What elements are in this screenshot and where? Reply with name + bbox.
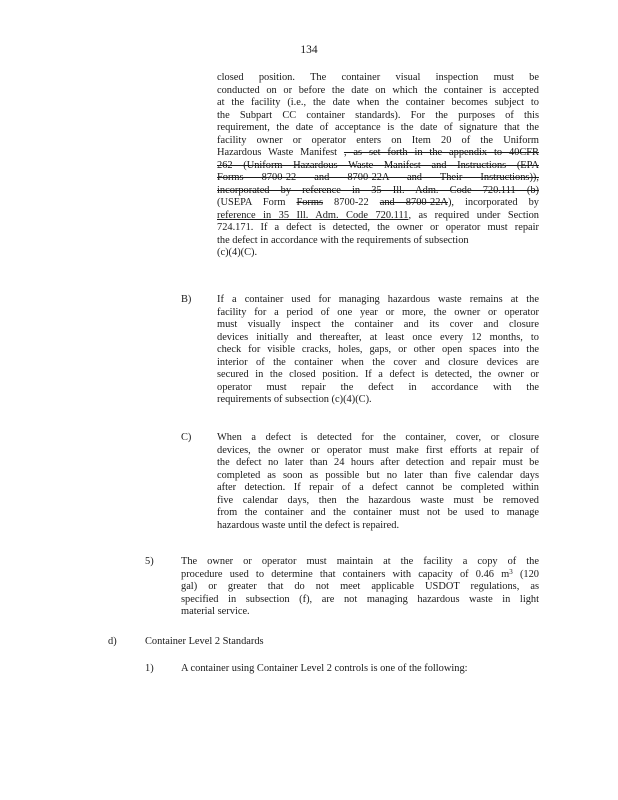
text-line: must visually inspect the container and its cover and closure	[217, 319, 539, 330]
text-line	[217, 185, 539, 198]
text-line	[217, 85, 539, 98]
text-run: Hazardous Waste Manifest	[217, 147, 344, 158]
text-line: devices initially and thereafter, at least once every 12 months, to	[217, 331, 539, 343]
continued-paragraph	[217, 72, 539, 260]
text-line: When a defect is detected for the container, cover, or closure	[217, 432, 539, 443]
text-run: 8700-22	[323, 197, 380, 208]
text-line: interior of the container when the cover and closure devices are	[217, 356, 539, 368]
text-line	[181, 569, 539, 582]
text-line: hazardous waste until the defect is repaired.	[217, 519, 400, 531]
text-line	[217, 110, 539, 123]
text-line: facility for a period of one year or more, the owner or operator	[217, 306, 539, 318]
text-line: material service.	[181, 606, 250, 617]
paragraph-5	[181, 556, 539, 619]
section-heading-d: Container Level 2 Standards	[145, 636, 264, 647]
text-run: facility owner or operator enters on Item 20 of the Uniform	[217, 134, 539, 146]
text-run: 724.171. If a defect is detected, the owner or operator must repair	[217, 222, 539, 233]
text-line: from the container and the container must not be used to manage	[217, 507, 539, 518]
text-line: gal) or greater that do not meet applicable USDOT regulations, as	[181, 581, 539, 592]
text-line	[217, 210, 539, 223]
struck-text: and 8700-22A	[379, 197, 448, 208]
text-run: the Subpart CC container standards). For the purposes of this	[217, 109, 539, 121]
paragraph-d1: A container using Container Level 2 controls is one of the following:	[181, 663, 468, 674]
struck-text: incorporated by reference in 35 Ill. Adm. Code 720.111 (b)	[217, 184, 539, 196]
text-line: five calendar days, then the hazardous waste must be removed	[217, 494, 539, 506]
text-run: requirement, the date of acceptance is the date of signature that the	[217, 122, 539, 133]
paragraph-B	[217, 294, 539, 407]
struck-text: Forms	[296, 197, 324, 208]
text-run: procedure used to determine that containers with capacity of 0.46 m	[181, 568, 510, 580]
text-line: after detection. If repair of a defect cannot be completed within	[217, 482, 539, 493]
section-label-d: d)	[108, 636, 117, 647]
superscript: 3	[509, 568, 513, 576]
page-number: 134	[300, 44, 318, 56]
text-line: operator must repair the defect in accordance with the	[217, 381, 539, 393]
struck-text: , as set forth in the appendix to 40CFR	[343, 147, 539, 158]
text-line	[217, 160, 539, 173]
text-run: , as required under Section	[408, 209, 539, 221]
text-line: specified in subsection (f), are not managing hazardous waste in light	[181, 593, 539, 605]
underlined-text: reference in 35 Ill. Adm. Code 720.111	[217, 209, 409, 221]
text-line: secured in the closed position. If a defect is detected, the owner or	[217, 369, 539, 380]
text-line	[217, 235, 539, 248]
text-run: at the facility (i.e., the date when the container becomes subject to	[217, 97, 539, 108]
text-run: (USEPA Form	[217, 197, 297, 208]
item-label-B: B)	[181, 294, 192, 305]
text-run: conducted on or before the date on which the container is accepted	[217, 84, 539, 96]
text-line: devices, the owner or operator must make first efforts at repair of	[217, 444, 539, 456]
text-line	[217, 172, 539, 185]
text-line: check for visible cracks, holes, gaps, or other open spaces into the	[217, 344, 539, 355]
item-label-5: 5)	[145, 556, 154, 567]
text-line	[217, 247, 539, 260]
text-line	[217, 135, 539, 148]
item-label-d1: 1)	[145, 663, 154, 674]
text-line	[217, 222, 539, 235]
text-line	[217, 197, 539, 210]
text-line	[217, 97, 539, 110]
text-run: (c)(4)(C).	[217, 247, 258, 258]
text-run: (120	[512, 568, 539, 580]
struck-text: 262 (Uniform Hazardous Waste Manifest and Instructions (EPA	[217, 159, 539, 171]
text-line	[217, 122, 539, 135]
text-line: the defect no later than 24 hours after detection and repair must be	[217, 457, 539, 468]
text-line: requirements of subsection (c)(4)(C).	[217, 394, 372, 405]
text-run: closed position. The container visual inspection must be	[217, 72, 539, 83]
paragraph-C	[217, 432, 539, 532]
text-line	[217, 72, 539, 85]
item-label-C: C)	[181, 432, 192, 443]
text-line	[217, 147, 539, 160]
text-line: If a container used for managing hazardous waste remains at the	[217, 294, 539, 305]
text-run: the defect in accordance with the requirements of subsection	[217, 234, 469, 246]
text-line: The owner or operator must maintain at the facility a copy of the	[181, 556, 539, 567]
struck-text: Forms 8700-22 and 8700-22A and Their Instructions)),	[217, 172, 539, 183]
text-line: completed as soon as possible but no later than five calendar days	[217, 469, 539, 481]
text-run: ), incorporated by	[447, 197, 539, 208]
